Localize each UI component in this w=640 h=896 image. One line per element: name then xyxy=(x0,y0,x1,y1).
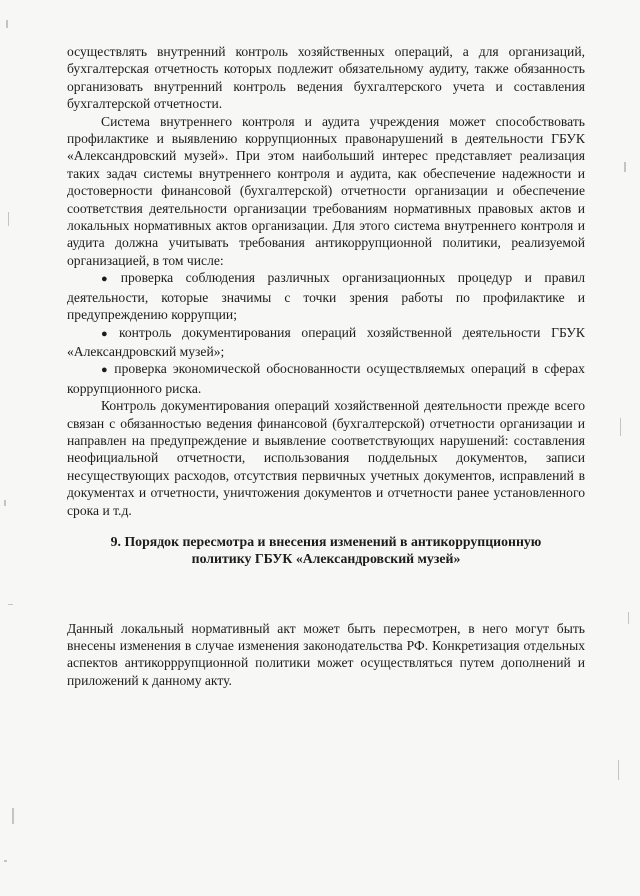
intro-paragraph: осуществлять внутренний контроль хозяйственных операций, а для организаций, бухгалтерская отчетность которых подлежит обязательному аудиту, также обязанность организовать внутренний контроль ведения бухгалтерского учета и составления бухгалтерской отчетности. xyxy=(67,44,585,112)
scan-artifact xyxy=(628,612,629,624)
section-heading-line-1: 9. Порядок пересмотра и внесения изменений в антикоррупционную xyxy=(110,534,542,549)
final-paragraph: Данный локальный нормативный акт может быть пересмотрен, в него могут быть внесены изменения в случае изменения законодательства РФ. Конкретизация отдельных аспектов антикорррупционной политики может осуществляться путем дополнений и приложений к данному акту. xyxy=(67,620,585,688)
bullet-text: контроль документирования операций хозяйственной деятельности ГБУК «Александровский музей»; xyxy=(67,324,585,359)
scan-artifact xyxy=(618,760,619,780)
section-heading xyxy=(67,533,585,568)
bullet-item xyxy=(67,324,585,361)
bullet-text: проверка соблюдения различных организационных процедур и правил деятельности, которые значимы с точки зрения работы по профилактике и предупреждению коррупции; xyxy=(67,270,585,323)
bullet-icon: ● xyxy=(101,273,117,286)
scan-artifact xyxy=(12,808,14,824)
scan-artifact xyxy=(6,20,8,28)
scan-artifact xyxy=(8,604,13,605)
bullet-item xyxy=(67,360,585,397)
bullet-icon: ● xyxy=(101,364,111,377)
scan-artifact xyxy=(624,162,626,172)
document-body xyxy=(67,43,585,519)
scan-artifact xyxy=(4,500,6,506)
bullet-text: проверка экономической обоснованности осуществляемых операций в сферах коррупционного риска. xyxy=(67,361,585,396)
bullet-item xyxy=(67,269,585,323)
scan-artifact xyxy=(8,212,9,226)
control-paragraph: Контроль документирования операций хозяйственной деятельности прежде всего связан с обязанностью ведения финансовой (бухгалтерской) отчетности организации и направлен на предупреждение и выявление соответствующих нарушений: составления неофициальной отчетности, использования поддельных документов, записи несуществующих расходов, отсутствия первичных учетных документов, исправлений в документах и отчетности, уничтожения документов и отчетности ранее установленного срока и т.д. xyxy=(67,398,585,518)
scan-artifact xyxy=(620,418,621,436)
scan-artifact xyxy=(4,860,7,862)
section-heading-line-2: политику ГБУК «Александровский музей» xyxy=(191,551,461,567)
bullet-icon: ● xyxy=(101,327,115,340)
system-paragraph: Система внутреннего контроля и аудита учреждения может способствовать профилактике и выявлению коррупционных правонарушений в деятельности ГБУК «Александровский музей». При этом наибольший интерес представляет реализация таких задач системы внутреннего контроля и аудита, как обеспечение надежности и достоверности финансовой (бухгалтерской) отчетности организации и обеспечение соответствия деятельности организации требованиям нормативных правовых актов и локальных нормативных актов организации. Для этого система внутреннего контроля и аудита должна учитывать требования антикоррупционной политики, реализуемой организацией, в том числе: xyxy=(67,113,585,268)
